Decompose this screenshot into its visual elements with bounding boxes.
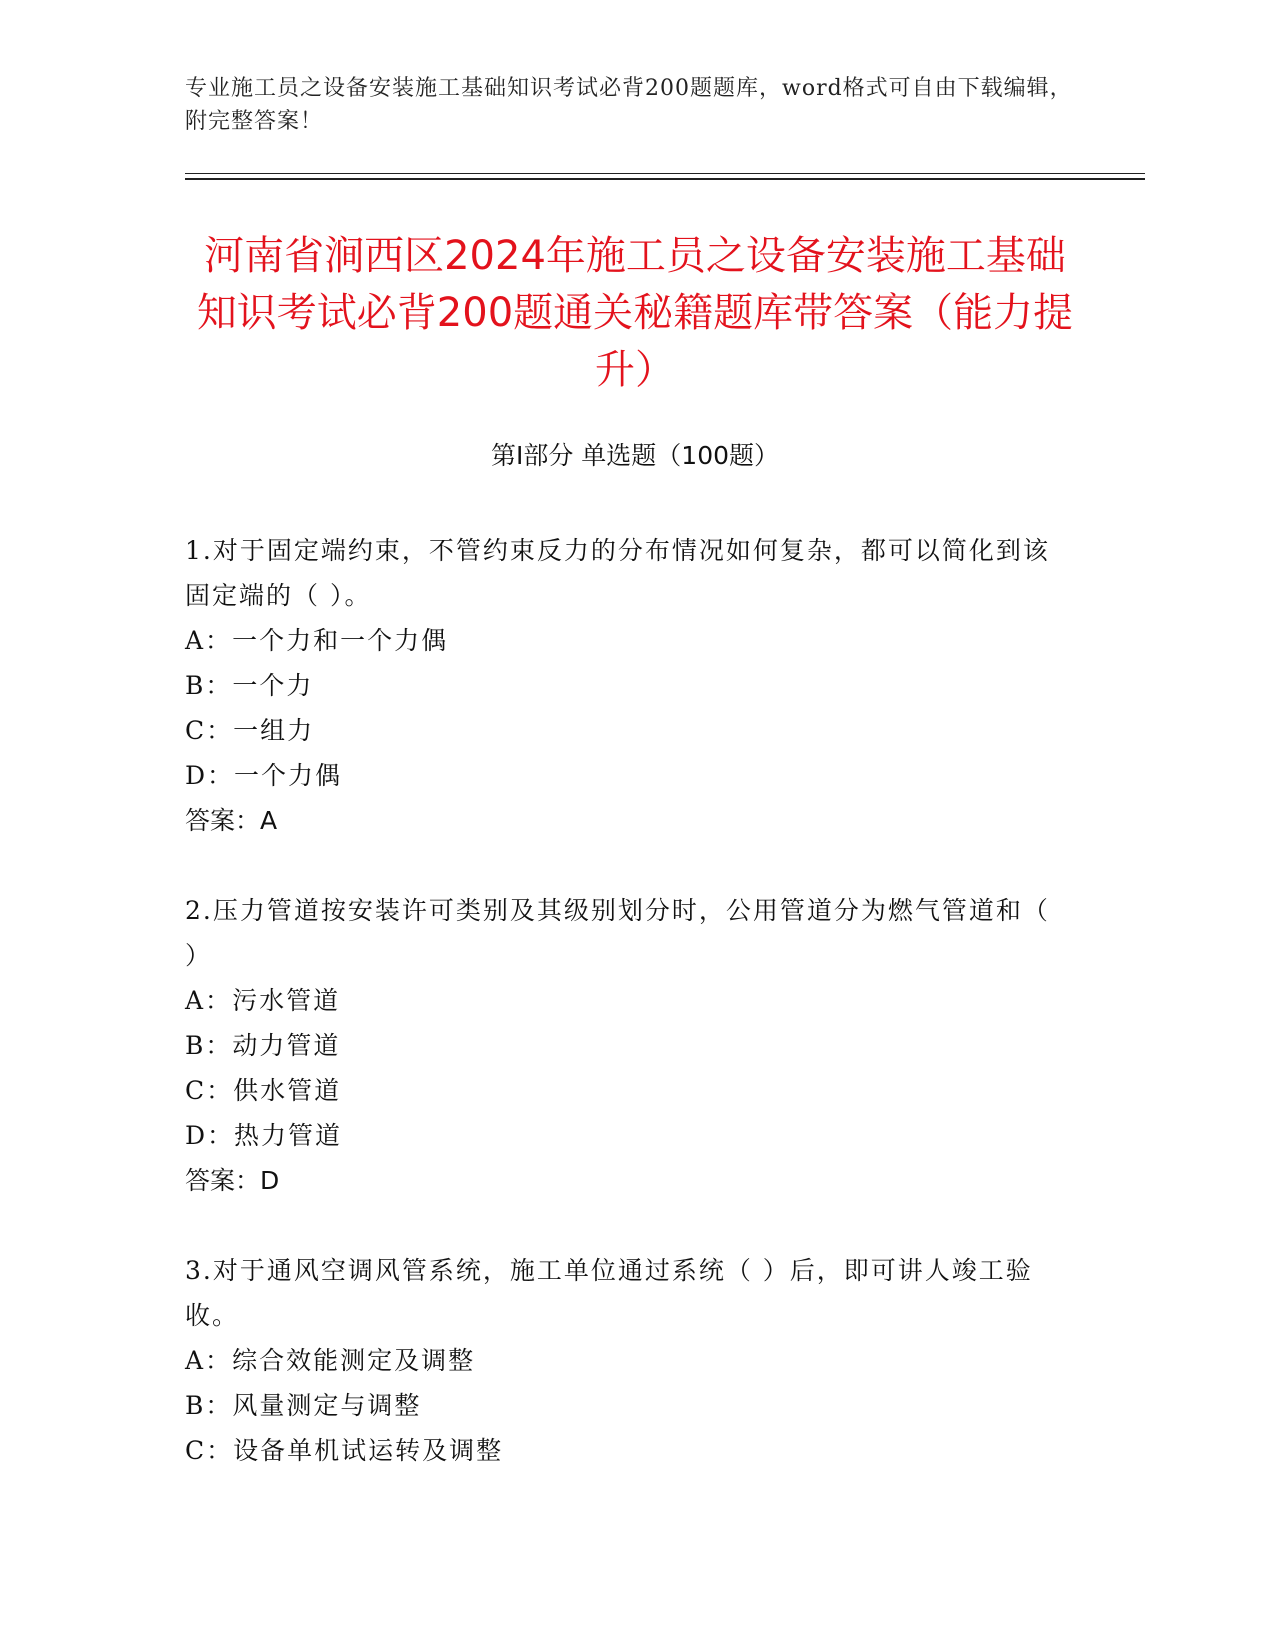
option-text: 风量测定与调整 bbox=[232, 1391, 422, 1420]
question-item bbox=[185, 1248, 1065, 1473]
question-answer: 答案：A bbox=[185, 806, 278, 835]
option-text: 污水管道 bbox=[232, 986, 341, 1015]
option-key: B： bbox=[185, 1031, 233, 1060]
question-option bbox=[185, 1383, 1065, 1428]
question-stem: 1.对于固定端约束，不管约束反力的分布情况如何复杂，都可以简化到该固定端的（ ）。 bbox=[185, 536, 1050, 610]
option-key: C： bbox=[185, 1076, 234, 1105]
question-option bbox=[185, 1428, 1065, 1473]
option-text: 动力管道 bbox=[232, 1031, 341, 1060]
option-text: 综合效能测定及调整 bbox=[232, 1346, 476, 1375]
option-text: 一组力 bbox=[233, 716, 315, 745]
question-stem: 2.压力管道按安装许可类别及其级别划分时，公用管道分为燃气管道和（ ） bbox=[185, 896, 1050, 970]
option-key: B： bbox=[185, 1391, 233, 1420]
question-option bbox=[185, 618, 1065, 663]
option-key: A： bbox=[185, 626, 233, 655]
question-answer: 答案：D bbox=[185, 1166, 280, 1195]
option-key: A： bbox=[185, 986, 233, 1015]
question-list bbox=[185, 528, 1065, 1518]
option-text: 设备单机试运转及调整 bbox=[233, 1436, 504, 1465]
header-divider-thin bbox=[185, 173, 1145, 174]
document-title: 河南省涧西区2024年施工员之设备安装施工基础知识考试必背200题通关秘籍题库带答案（能力提升） bbox=[196, 233, 1074, 393]
question-stem: 3.对于通风空调风管系统，施工单位通过系统（ ）后，即可讲人竣工验收。 bbox=[185, 1256, 1033, 1330]
option-text: 一个力和一个力偶 bbox=[232, 626, 449, 655]
question-option bbox=[185, 1023, 1065, 1068]
option-text: 供水管道 bbox=[233, 1076, 342, 1105]
question-option bbox=[185, 1068, 1065, 1113]
question-option bbox=[185, 708, 1065, 753]
header-divider-thick bbox=[185, 178, 1145, 180]
option-key: C： bbox=[185, 1436, 234, 1465]
option-key: D： bbox=[185, 761, 235, 790]
header-note: 专业施工员之设备安装施工基础知识考试必背200题题库，word格式可自由下载编辑，附完整答案！ bbox=[185, 76, 1073, 134]
question-item bbox=[185, 888, 1065, 1203]
option-key: A： bbox=[185, 1346, 233, 1375]
option-key: D： bbox=[185, 1121, 235, 1150]
option-key: B： bbox=[185, 671, 233, 700]
question-option bbox=[185, 753, 1065, 798]
option-text: 一个力偶 bbox=[234, 761, 343, 790]
option-text: 热力管道 bbox=[234, 1121, 343, 1150]
question-option bbox=[185, 663, 1065, 708]
question-item bbox=[185, 528, 1065, 843]
option-key: C： bbox=[185, 716, 234, 745]
question-option bbox=[185, 978, 1065, 1023]
option-text: 一个力 bbox=[232, 671, 314, 700]
question-option bbox=[185, 1113, 1065, 1158]
section-heading: 第Ⅰ部分 单选题（100题） bbox=[490, 441, 780, 470]
question-option bbox=[185, 1338, 1065, 1383]
